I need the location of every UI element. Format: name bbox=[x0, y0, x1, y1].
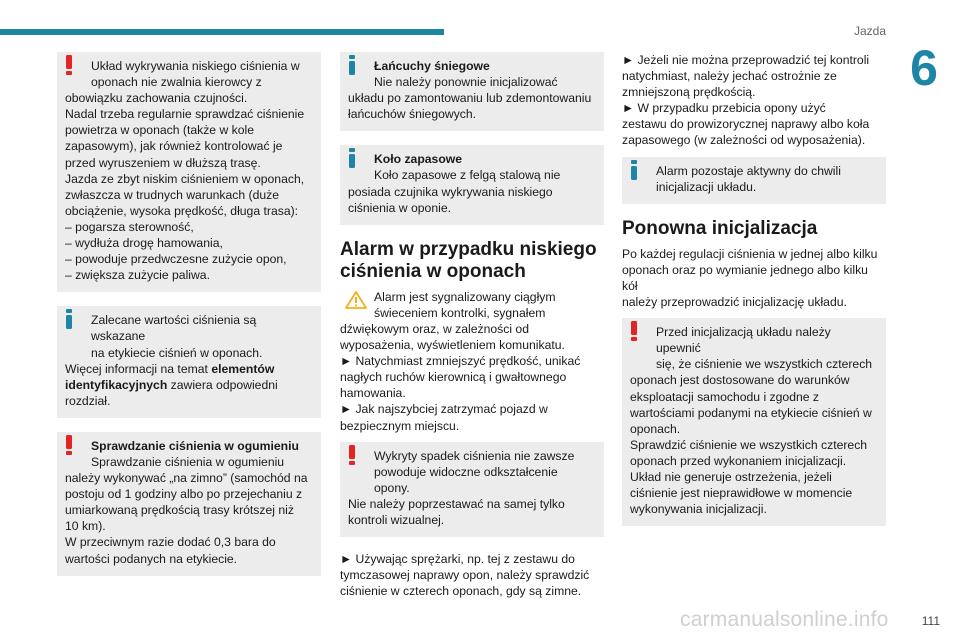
info-box-pressure-values bbox=[57, 306, 321, 418]
text-line: zapasowym), jak również kontrolować je bbox=[65, 139, 283, 154]
warning-triangle-icon bbox=[344, 290, 368, 310]
page-number: 111 bbox=[921, 614, 940, 628]
text-line: – zwiększa zużycie paliwa. bbox=[65, 268, 210, 283]
text-line: należy przeprowadzić inicjalizację układu. bbox=[622, 295, 847, 310]
link-text-bold: elementów bbox=[211, 361, 275, 376]
text-line: powoduje widoczne odkształcenie opony. bbox=[374, 464, 558, 495]
text-line: ► Używając sprężarki, np. tej z zestawu do bbox=[340, 552, 575, 567]
section-heading-reinit: Ponowna inicjalizacja bbox=[622, 217, 818, 239]
text-line: wartościami podanymi na etykiecie ciśnień w bbox=[630, 405, 872, 420]
alarm-head bbox=[340, 289, 604, 321]
text-line: Przed inicjalizacją układu należy upewnić bbox=[656, 325, 831, 356]
text-line: inicjalizacji układu. bbox=[656, 179, 757, 194]
alarm-paragraph bbox=[340, 289, 604, 434]
text-line: oponach oraz po wymianie jednego albo kilku kół bbox=[622, 262, 868, 293]
text-line: ► Jak najszybciej zatrzymać pojazd w bbox=[340, 402, 548, 417]
text-line: natychmiast, należy jechać ostrożnie ze bbox=[622, 69, 837, 84]
box-title: Łańcuchy śniegowe bbox=[374, 59, 490, 73]
info-box-head bbox=[348, 58, 596, 90]
text-line: ciśnienie jest nieprawidłowe w momencie bbox=[630, 486, 853, 501]
text-line: tymczasowej naprawy opon, należy sprawdzić bbox=[340, 568, 590, 583]
info-box-head bbox=[630, 163, 878, 195]
text-line: świeceniem kontrolki, sygnałem bbox=[374, 305, 546, 320]
text-line: Sprawdzanie ciśnienia w ogumieniu bbox=[91, 454, 285, 469]
text-line: dźwiękowym oraz, w zależności od bbox=[340, 321, 529, 336]
text-line bbox=[65, 377, 313, 393]
text-line: powietrza w oponach (także w kole bbox=[65, 123, 255, 138]
text-line: – pogarsza sterowność, bbox=[65, 219, 194, 234]
text-line: wyposażenia, wyświetleniem komunikatu. bbox=[340, 338, 565, 353]
warning-box-visual-check bbox=[340, 442, 604, 537]
text-line: wartości podanych na etykiecie. bbox=[65, 551, 238, 566]
text-line: Układ nie generuje ostrzeżenia, jeżeli bbox=[630, 469, 832, 484]
warning-box-head bbox=[348, 448, 596, 496]
text-line: ciśnienie w czterech oponach, gdy są zimne. bbox=[340, 584, 582, 599]
text-line: oponach przed wykonaniem inicjalizacji. bbox=[630, 453, 847, 468]
text-line: Nie należy ponownie inicjalizować bbox=[374, 75, 558, 90]
text-line bbox=[65, 361, 313, 377]
text-line: zmniejszoną prędkością. bbox=[622, 85, 756, 100]
text-line: rozdział. bbox=[65, 393, 111, 408]
text-line: hamowania. bbox=[340, 386, 406, 401]
text-line: postoju od 1 godziny albo po przejechaniu z bbox=[65, 487, 303, 502]
text-line: Nadal trzeba regularnie sprawdzać ciśnienie bbox=[65, 107, 305, 122]
box-title: Koło zapasowe bbox=[374, 152, 463, 167]
text-line: oponach nie zwalnia kierowcy z bbox=[91, 75, 262, 90]
text-line: oponach. bbox=[630, 421, 681, 436]
text-line: 10 km). bbox=[65, 519, 106, 534]
text-line: umiarkowaną prędkością trasy krótszej niż bbox=[65, 503, 294, 518]
text-run: zawiera odpowiedni bbox=[167, 377, 278, 392]
heading-line: ciśnienia w oponach bbox=[340, 260, 526, 282]
text-line: W przeciwnym razie dodać 0,3 bara do bbox=[65, 535, 276, 550]
warning-box-head bbox=[65, 58, 313, 90]
text-line: posiada czujnika wykrywania niskiego bbox=[348, 184, 553, 199]
info-box-snow-chains bbox=[340, 52, 604, 131]
text-line: Nie należy poprzestawać na samej tylko bbox=[348, 496, 565, 511]
heading-line: Alarm w przypadku niskiego bbox=[340, 238, 597, 260]
compressor-paragraph bbox=[340, 551, 604, 599]
text-line: ► Jeżeli nie można przeprowadzić tej kontroli bbox=[622, 53, 870, 67]
info-box-spare-wheel bbox=[340, 145, 604, 224]
text-line: Alarm jest sygnalizowany ciągłym bbox=[374, 289, 556, 304]
text-line: eksploatacji samochodu i zgodne z bbox=[630, 389, 820, 404]
link-text-bold: identyfikacyjnych bbox=[65, 377, 168, 392]
reinit-paragraph bbox=[622, 246, 886, 310]
text-line: układu po zamontowaniu lub zdemontowaniu bbox=[348, 91, 592, 106]
text-line: oponach jest dostosowane do warunków bbox=[630, 373, 850, 388]
text-line: obciążenie, wysoka prędkość, długa trasa): bbox=[65, 203, 299, 218]
info-box-head bbox=[348, 151, 596, 183]
text-line: łańcuchów śniegowych. bbox=[348, 107, 477, 122]
text-line: – powoduje przedwczesne zużycie opon, bbox=[65, 252, 287, 267]
column-3 bbox=[622, 52, 886, 540]
info-box-head bbox=[65, 312, 313, 360]
text-line: Sprawdzić ciśnienie we wszystkich czterech bbox=[630, 437, 868, 452]
text-line: zestawu do prowizorycznej naprawy albo koła bbox=[622, 117, 870, 132]
warning-box-tpms bbox=[57, 52, 321, 292]
text-line: bezpiecznym miejscu. bbox=[340, 418, 460, 433]
warning-box-reinit bbox=[622, 318, 886, 526]
text-line: przed wyruszeniem w dłuższą trasę. bbox=[65, 155, 261, 170]
section-title: Jazda bbox=[853, 24, 886, 38]
column-2 bbox=[340, 52, 604, 607]
warning-box-pressure-check bbox=[57, 432, 321, 576]
instructions-paragraph bbox=[622, 52, 886, 149]
text-line: Zalecane wartości ciśnienia są wskazane bbox=[91, 313, 257, 344]
text-line: nagłych ruchów kierownicą i gwałtownego bbox=[340, 370, 567, 385]
text-line: Jazda ze zbyt niskim ciśnieniem w oponach, bbox=[65, 171, 305, 186]
column-1 bbox=[57, 52, 321, 590]
info-box-alarm-active bbox=[622, 157, 886, 204]
text-line: Po każdej regulacji ciśnienia w jednej albo kilku bbox=[622, 246, 878, 261]
text-line: ► W przypadku przebicia opony użyć bbox=[622, 101, 826, 116]
text-line: zwłaszcza w trudnych warunkach (duże bbox=[65, 187, 280, 202]
text-line: należy wykonywać „na zimno” (samochód na bbox=[65, 471, 308, 486]
text-line: obowiązku zachowania czujności. bbox=[65, 91, 248, 106]
text-line: zapasowego (w zależności od wyposażenia). bbox=[622, 133, 866, 148]
top-accent-bar bbox=[0, 29, 444, 35]
text-line: ciśnienia w oponie. bbox=[348, 200, 451, 215]
text-line: Alarm pozostaje aktywny do chwili bbox=[656, 163, 841, 178]
text-run: Więcej informacji na temat bbox=[65, 361, 212, 376]
warning-box-head bbox=[65, 438, 313, 470]
text-line: wykonywania inicjalizacji. bbox=[630, 502, 767, 517]
text-line: Koło zapasowe z felgą stalową nie bbox=[374, 168, 561, 183]
text-line: się, że ciśnienie we wszystkich czterech bbox=[656, 357, 873, 372]
text-line: na etykiecie ciśnień w oponach. bbox=[91, 345, 263, 360]
box-title: Sprawdzanie ciśnienia w ogumieniu bbox=[91, 438, 299, 453]
text-line: Układ wykrywania niskiego ciśnienia w bbox=[91, 59, 300, 73]
section-heading-alarm bbox=[340, 239, 604, 283]
text-line: ► Natychmiast zmniejszyć prędkość, unikać bbox=[340, 354, 581, 369]
text-line: Wykryty spadek ciśnienia nie zawsze bbox=[374, 448, 575, 463]
chapter-number: 6 bbox=[910, 40, 938, 96]
text-line: kontroli wizualnej. bbox=[348, 512, 445, 527]
warning-box-head bbox=[630, 324, 878, 372]
text-line: – wydłuża drogę hamowania, bbox=[65, 236, 223, 251]
watermark: carmanualsonline.info bbox=[680, 608, 889, 631]
